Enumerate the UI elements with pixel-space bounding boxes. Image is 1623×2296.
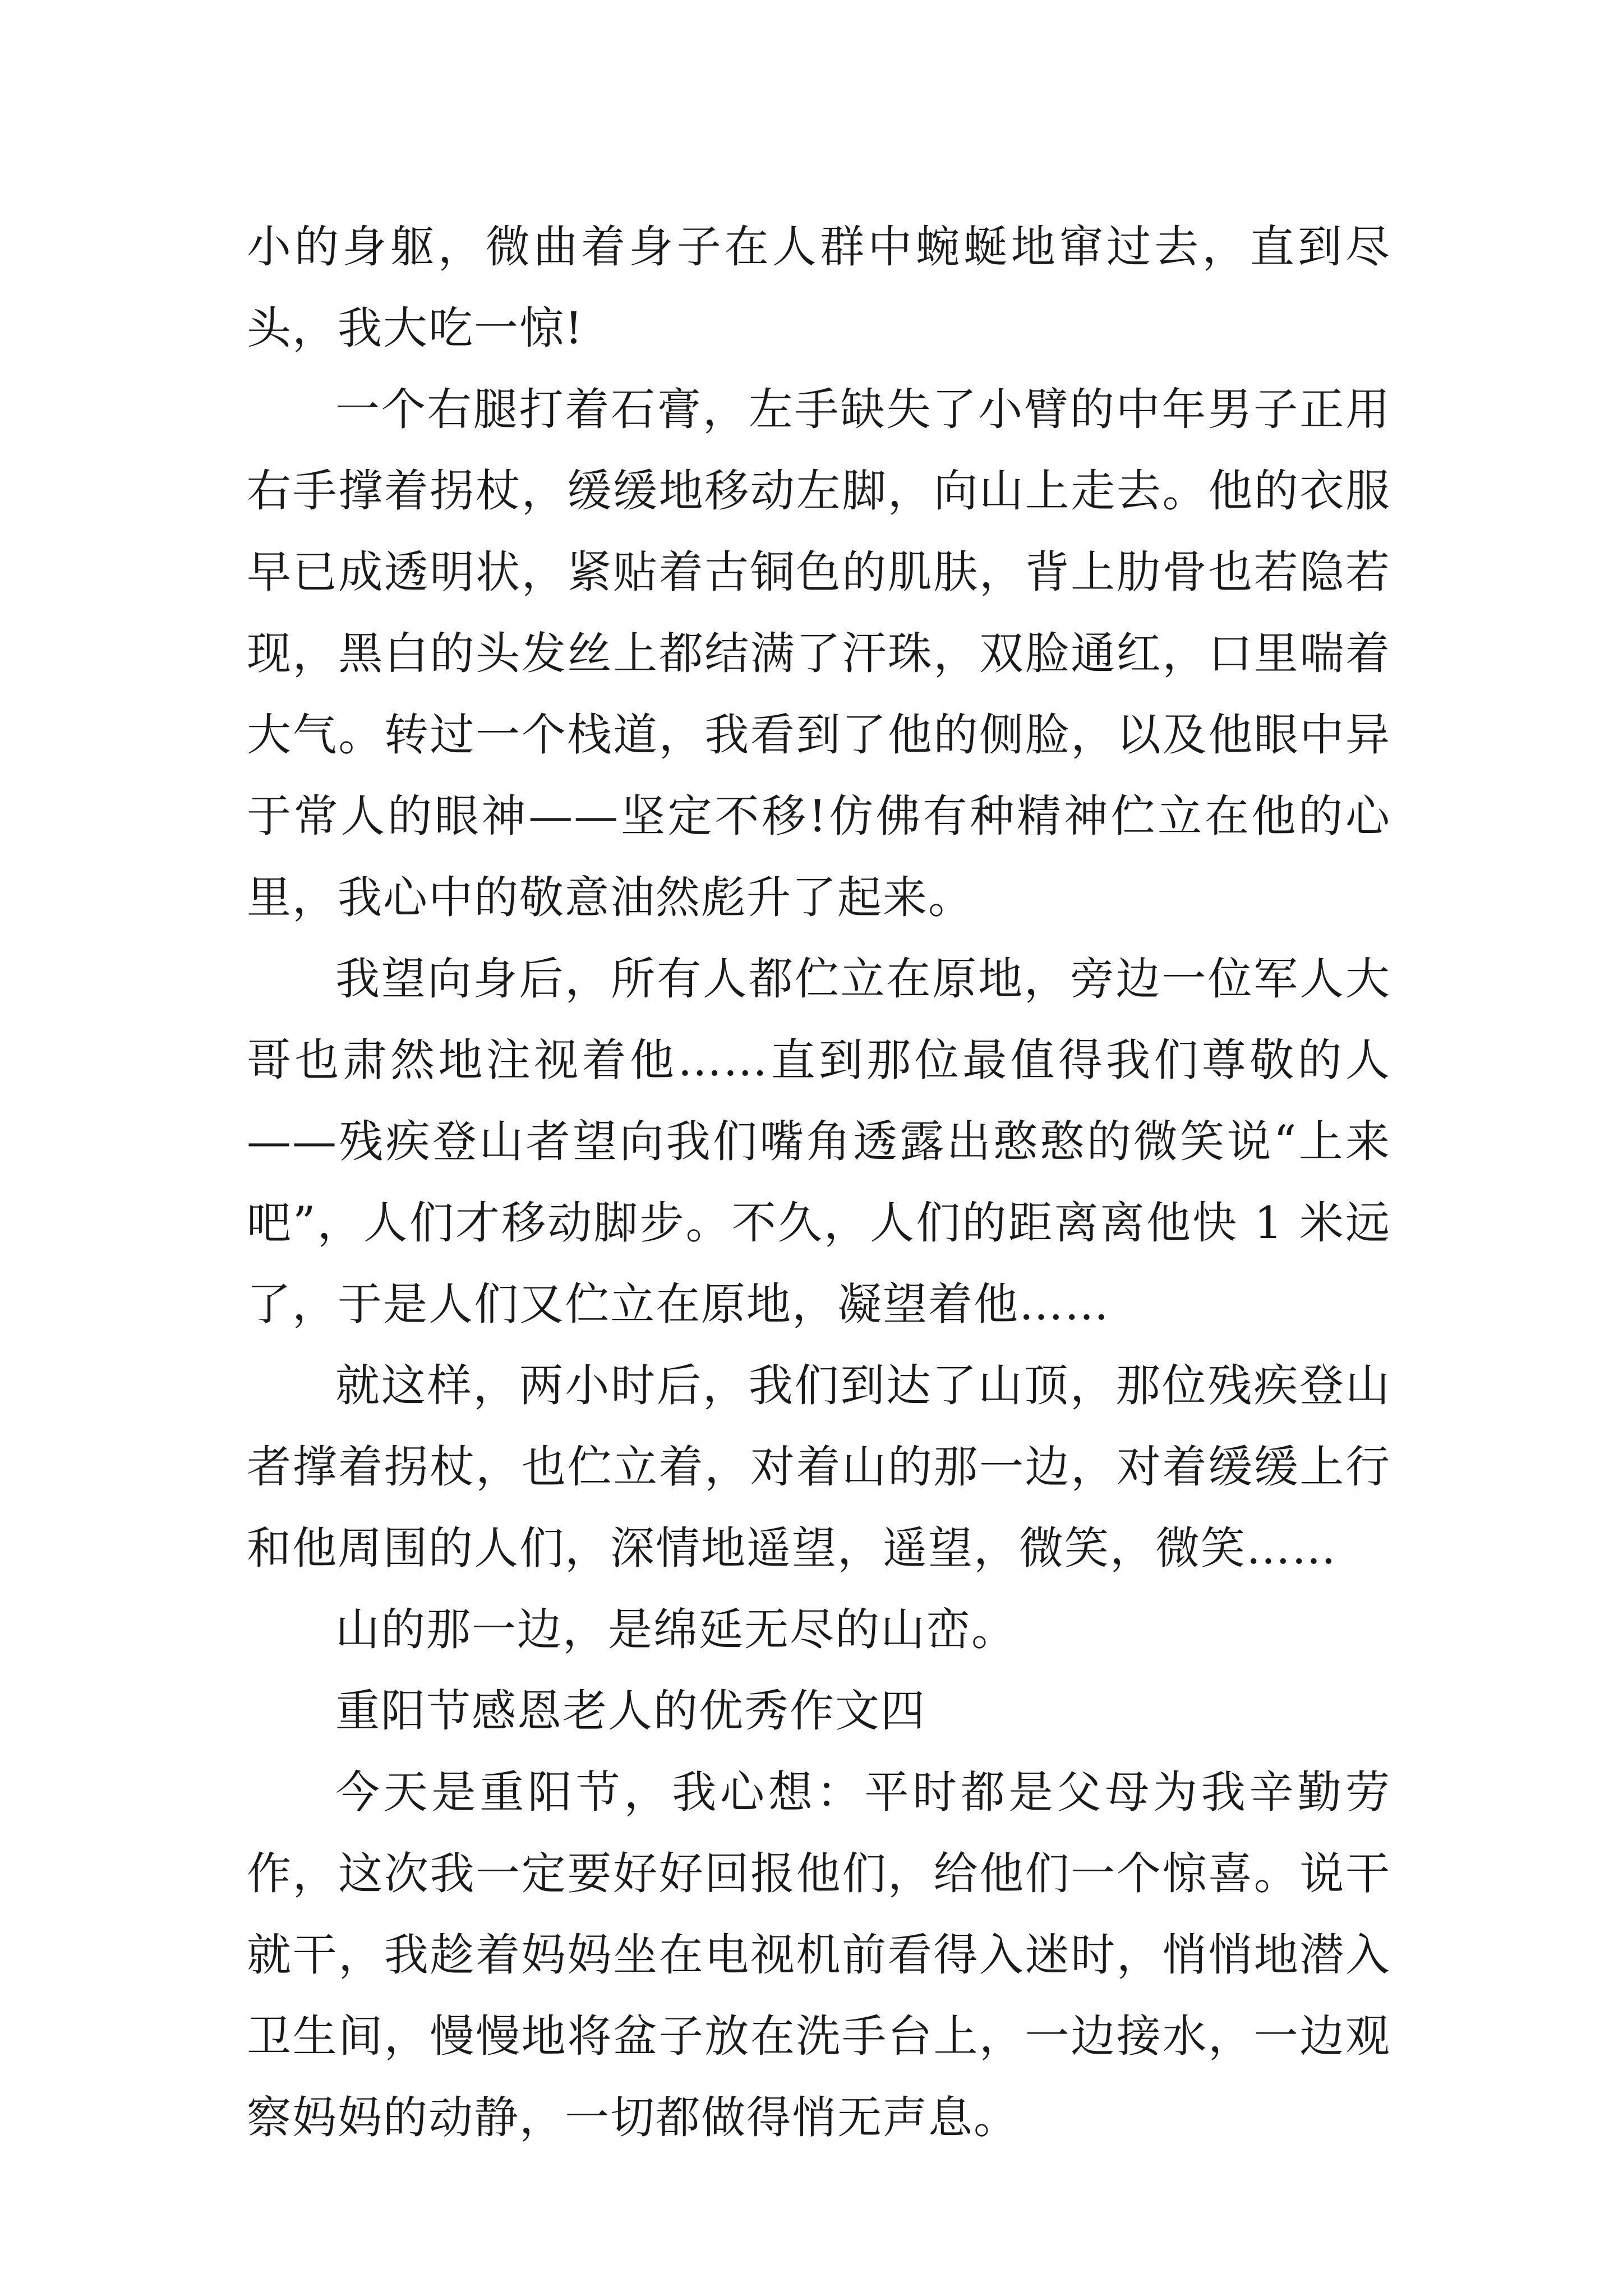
paragraph: 就这样，两小时后，我们到达了山顶，那位残疾登山者撑着拐杖，也伫立着，对着山的那一边，对着缓缓上行和他周围的人们，深情地遥望，遥望，微笑，微笑…… bbox=[247, 1360, 1391, 1574]
essay-body bbox=[247, 206, 1391, 2159]
paragraph: 山的那一边，是绵延无尽的山峦。 bbox=[335, 1604, 1017, 1655]
section-heading: 重阳节感恩老人的优秀作文四 bbox=[335, 1685, 926, 1737]
paragraph: 我望向身后，所有人都伫立在原地，旁边一位军人大哥也肃然地注视着他……直到那位最值得我们尊敬的人——残疾登山者望向我们嘴角透露出憨憨的微笑说“上来吧”，人们才移动脚步。不久，人们的距离离他快 1 米远了，于是人们又伫立在原地，凝望着他…… bbox=[247, 953, 1391, 1330]
paragraph-continuation: 小的身躯，微曲着身子在人群中蜿蜒地窜过去，直到尽头，我大吃一惊! bbox=[247, 221, 1391, 354]
paragraph: 一个右腿打着石膏，左手缺失了小臂的中年男子正用右手撑着拐杖，缓缓地移动左脚，向山上走去。他的衣服早已成透明状，紧贴着古铜色的肌肤，背上肋骨也若隐若现，黑白的头发丝上都结满了汗珠，双脸通红，口里喘着大气。转过一个栈道，我看到了他的侧脸，以及他眼中异于常人的眼神——坚定不移!仿佛有种精神伫立在他的心里，我心中的敬意油然彪升了起来。 bbox=[247, 384, 1391, 923]
paragraph: 今天是重阳节，我心想：平时都是父母为我辛勤劳作，这次我一定要好好回报他们，给他们一个惊喜。说干就干，我趁着妈妈坐在电视机前看得入迷时，悄悄地潜入卫生间，慢慢地将盆子放在洗手台上，一边接水，一边观察妈妈的动静，一切都做得悄无声息。 bbox=[247, 1766, 1391, 2143]
